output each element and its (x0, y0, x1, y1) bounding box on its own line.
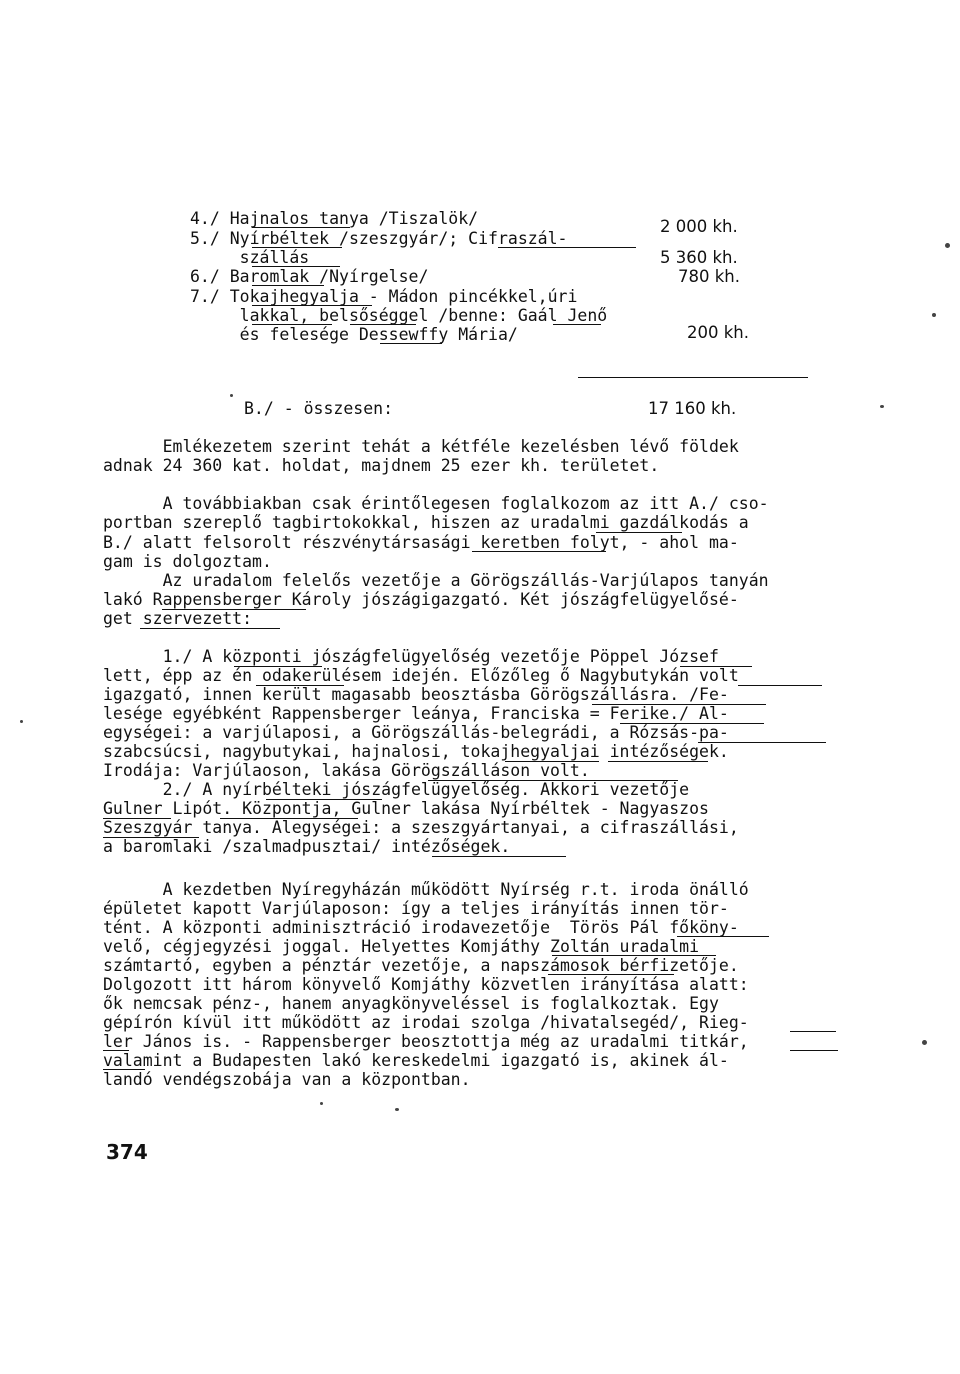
underline-gaal (553, 324, 601, 325)
para3-line1: 1./ A központi jószágfelügyelőség vezetője Pöppel József (103, 647, 719, 666)
underline-szallas (252, 266, 340, 267)
value-item-5: 5 360 kh. (660, 248, 738, 267)
underline-gorogszallasra (592, 704, 766, 705)
para4-line4: velő, cégjegyzési joggal. Helyettes Komjáthy Zoltán uradalmi (103, 937, 700, 956)
underline-franciska (620, 723, 764, 724)
underline-komjathy-zoltan (552, 955, 716, 956)
underline-kozpontja (220, 818, 358, 819)
para3-line3: igazgató, innen került magasabb beosztásba Görögszállásra. /Fe- (103, 685, 729, 704)
para4-line9: ler János is. - Rappensberger beosztottja még az uradalmi titkár, (103, 1032, 749, 1051)
para4-line7: ők nemcsak pénz-, hanem anyagkönyveléssel is foglalkoztak. Egy (103, 994, 719, 1013)
underline-kozponti (234, 666, 322, 667)
underline-szervezett (140, 628, 280, 629)
para2-line1: A továbbiakban csak érintőlegesen foglalkozom az itt A./ cso- (103, 494, 769, 513)
para3-line8: 2./ A nyírbélteki jószágfelügyelőség. Akkori vezetője (103, 780, 690, 799)
para3-line2: lett, épp az én odakerülésem idején. Előzőleg ő Nagybutykán volt (103, 666, 739, 685)
underline-toros (677, 936, 769, 937)
value-item-7: 200 kh. (687, 323, 749, 342)
underline-hajnalos-tanya (252, 227, 350, 228)
underline-ler (103, 1050, 129, 1051)
underline-intezosegek-2 (432, 856, 566, 857)
underline-nyirbeltek (252, 247, 342, 248)
underline-gulner (103, 818, 171, 819)
para3-line4: lesége egyébként Rappensberger leánya, Franciska = Ferike./ Al- (103, 704, 729, 723)
value-item-4: 2 000 kh. (660, 217, 738, 236)
para1-line2: adnak 24 360 kat. holdat, majdnem 25 ezer kh. területet. (103, 456, 660, 475)
para1-line1: Emlékezetem szerint tehát a kétféle kezelésben lévő földek (103, 437, 739, 456)
para2-line4: gam is dolgoztam. (103, 552, 272, 571)
para2-line5: Az uradalom felelős vezetője a Görögszállás-Varjúlapos tanyán (103, 571, 769, 590)
list-item-5-line2: szállás (190, 248, 310, 267)
scan-speck (395, 1108, 399, 1111)
underline-poppel (680, 666, 752, 667)
para4-line11: landó vendégszobája van a központban. (103, 1070, 471, 1089)
underline-keretben-folyt (472, 551, 606, 552)
underline-belsoseggel (350, 324, 416, 325)
para4-line10: valamint a Budapesten lakó kereskedelmi igazgató is, akinek ál- (103, 1051, 729, 1070)
page-number: 374 (106, 1140, 148, 1164)
underline-napszamosok (548, 974, 674, 975)
underline-maria (380, 343, 442, 344)
underline-rappensberger (162, 609, 306, 610)
para3-line6: szabcsúcsi, nagybutykai, hajnalosi, tokajhegyaljai intézőségek. (103, 742, 729, 761)
para3-line11: a baromlaki /szalmadpusztai/ intézőségek. (103, 837, 511, 856)
scan-speck (230, 394, 233, 397)
scan-speck (320, 1102, 323, 1105)
para4-line2: épületet kapott Varjúlaposon: így a teljes irányítás innen tör- (103, 899, 729, 918)
scan-speck (932, 313, 936, 317)
para4-line3: tént. A központi adminisztráció irodavezetője Törös Pál főköny- (103, 918, 739, 937)
scan-speck (922, 1040, 927, 1045)
total-label: B./ - összesen: (244, 399, 394, 418)
underline-uradalmi (596, 532, 682, 533)
list-item-7-line1: 7./ Tokajhegyalja - Mádon pincékkel,úri (190, 287, 578, 306)
underline-nagybutykan (738, 685, 822, 686)
list-item-7-line2: lakkal, belsőséggel /benne: Gaál Jenő (190, 306, 608, 325)
underline-cifraszal (498, 247, 636, 248)
value-item-6: 780 kh. (678, 267, 740, 286)
total-value: 17 160 kh. (648, 399, 737, 418)
para3-line7: Irodája: Varjúlaoson, lakása Görögszálláson volt. (103, 761, 590, 780)
para4-line1: A kezdetben Nyíregyházán működött Nyírség r.t. iroda önálló (103, 880, 749, 899)
underline-rozsas (698, 742, 826, 743)
underline-lakkal (252, 324, 332, 325)
para3-line5: egységei: a varjúlaposi, a Görögszállás-belegrádi, a Rózsás-pa- (103, 723, 729, 742)
underline-tokajhegyaljai (505, 761, 599, 762)
underline-titkar (790, 1050, 838, 1051)
scan-speck (880, 405, 884, 408)
para4-line5: számtartó, egyben a pénztár vezetője, a napszámosok bérfizetője. (103, 956, 739, 975)
para3-line10: Szeszgyár tanya. Alegységei: a szeszgyártanyai, a cifraszállási, (103, 818, 739, 837)
underline-rieg (790, 1031, 836, 1032)
underline-tokajhegyalja (252, 305, 372, 306)
underline-gorogszallason (428, 780, 678, 781)
underline-baromlak (252, 285, 324, 286)
scan-speck (20, 720, 23, 723)
scan-speck (945, 243, 950, 248)
para2-line2: portban szereplő tagbirtokokkal, hiszen az uradalmi gazdálkodás a (103, 513, 749, 532)
list-item-4: 4./ Hajnalos tanya /Tiszalök/ (190, 209, 479, 228)
underline-valamint (103, 1069, 145, 1070)
list-item-5-line1: 5./ Nyírbéltek /szeszgyár/; Cifraszál- (190, 229, 568, 248)
para3-line9: Gulner Lipót. Központja, Gulner lakása Nyírbéltek - Nagyaszos (103, 799, 709, 818)
sum-rule (578, 377, 808, 378)
para2-line3: B./ alatt felsorolt részvénytársasági keretben folyt, - ahol ma- (103, 533, 739, 552)
para4-line8: gépírón kívül itt működött az irodai szolga /hivatalsegéd/, Rieg- (103, 1013, 749, 1032)
underline-nyirbelteki (266, 799, 382, 800)
underline-en-oda (256, 685, 344, 686)
list-item-7-line3: és felesége Dessewffy Mária/ (190, 325, 518, 344)
underline-szeszgyar (103, 837, 199, 838)
para4-line6: Dolgozott itt három könyvelő Komjáthy közvetlen irányítása alatt: (103, 975, 749, 994)
list-item-6: 6./ Baromlak /Nyírgelse/ (190, 267, 429, 286)
para2-line7: get szervezett: (103, 609, 253, 628)
para2-line6: lakó Rappensberger Károly jószágigazgató. Két jószágfelügyelősé- (103, 590, 739, 609)
underline-intezosegek-1 (608, 761, 708, 762)
